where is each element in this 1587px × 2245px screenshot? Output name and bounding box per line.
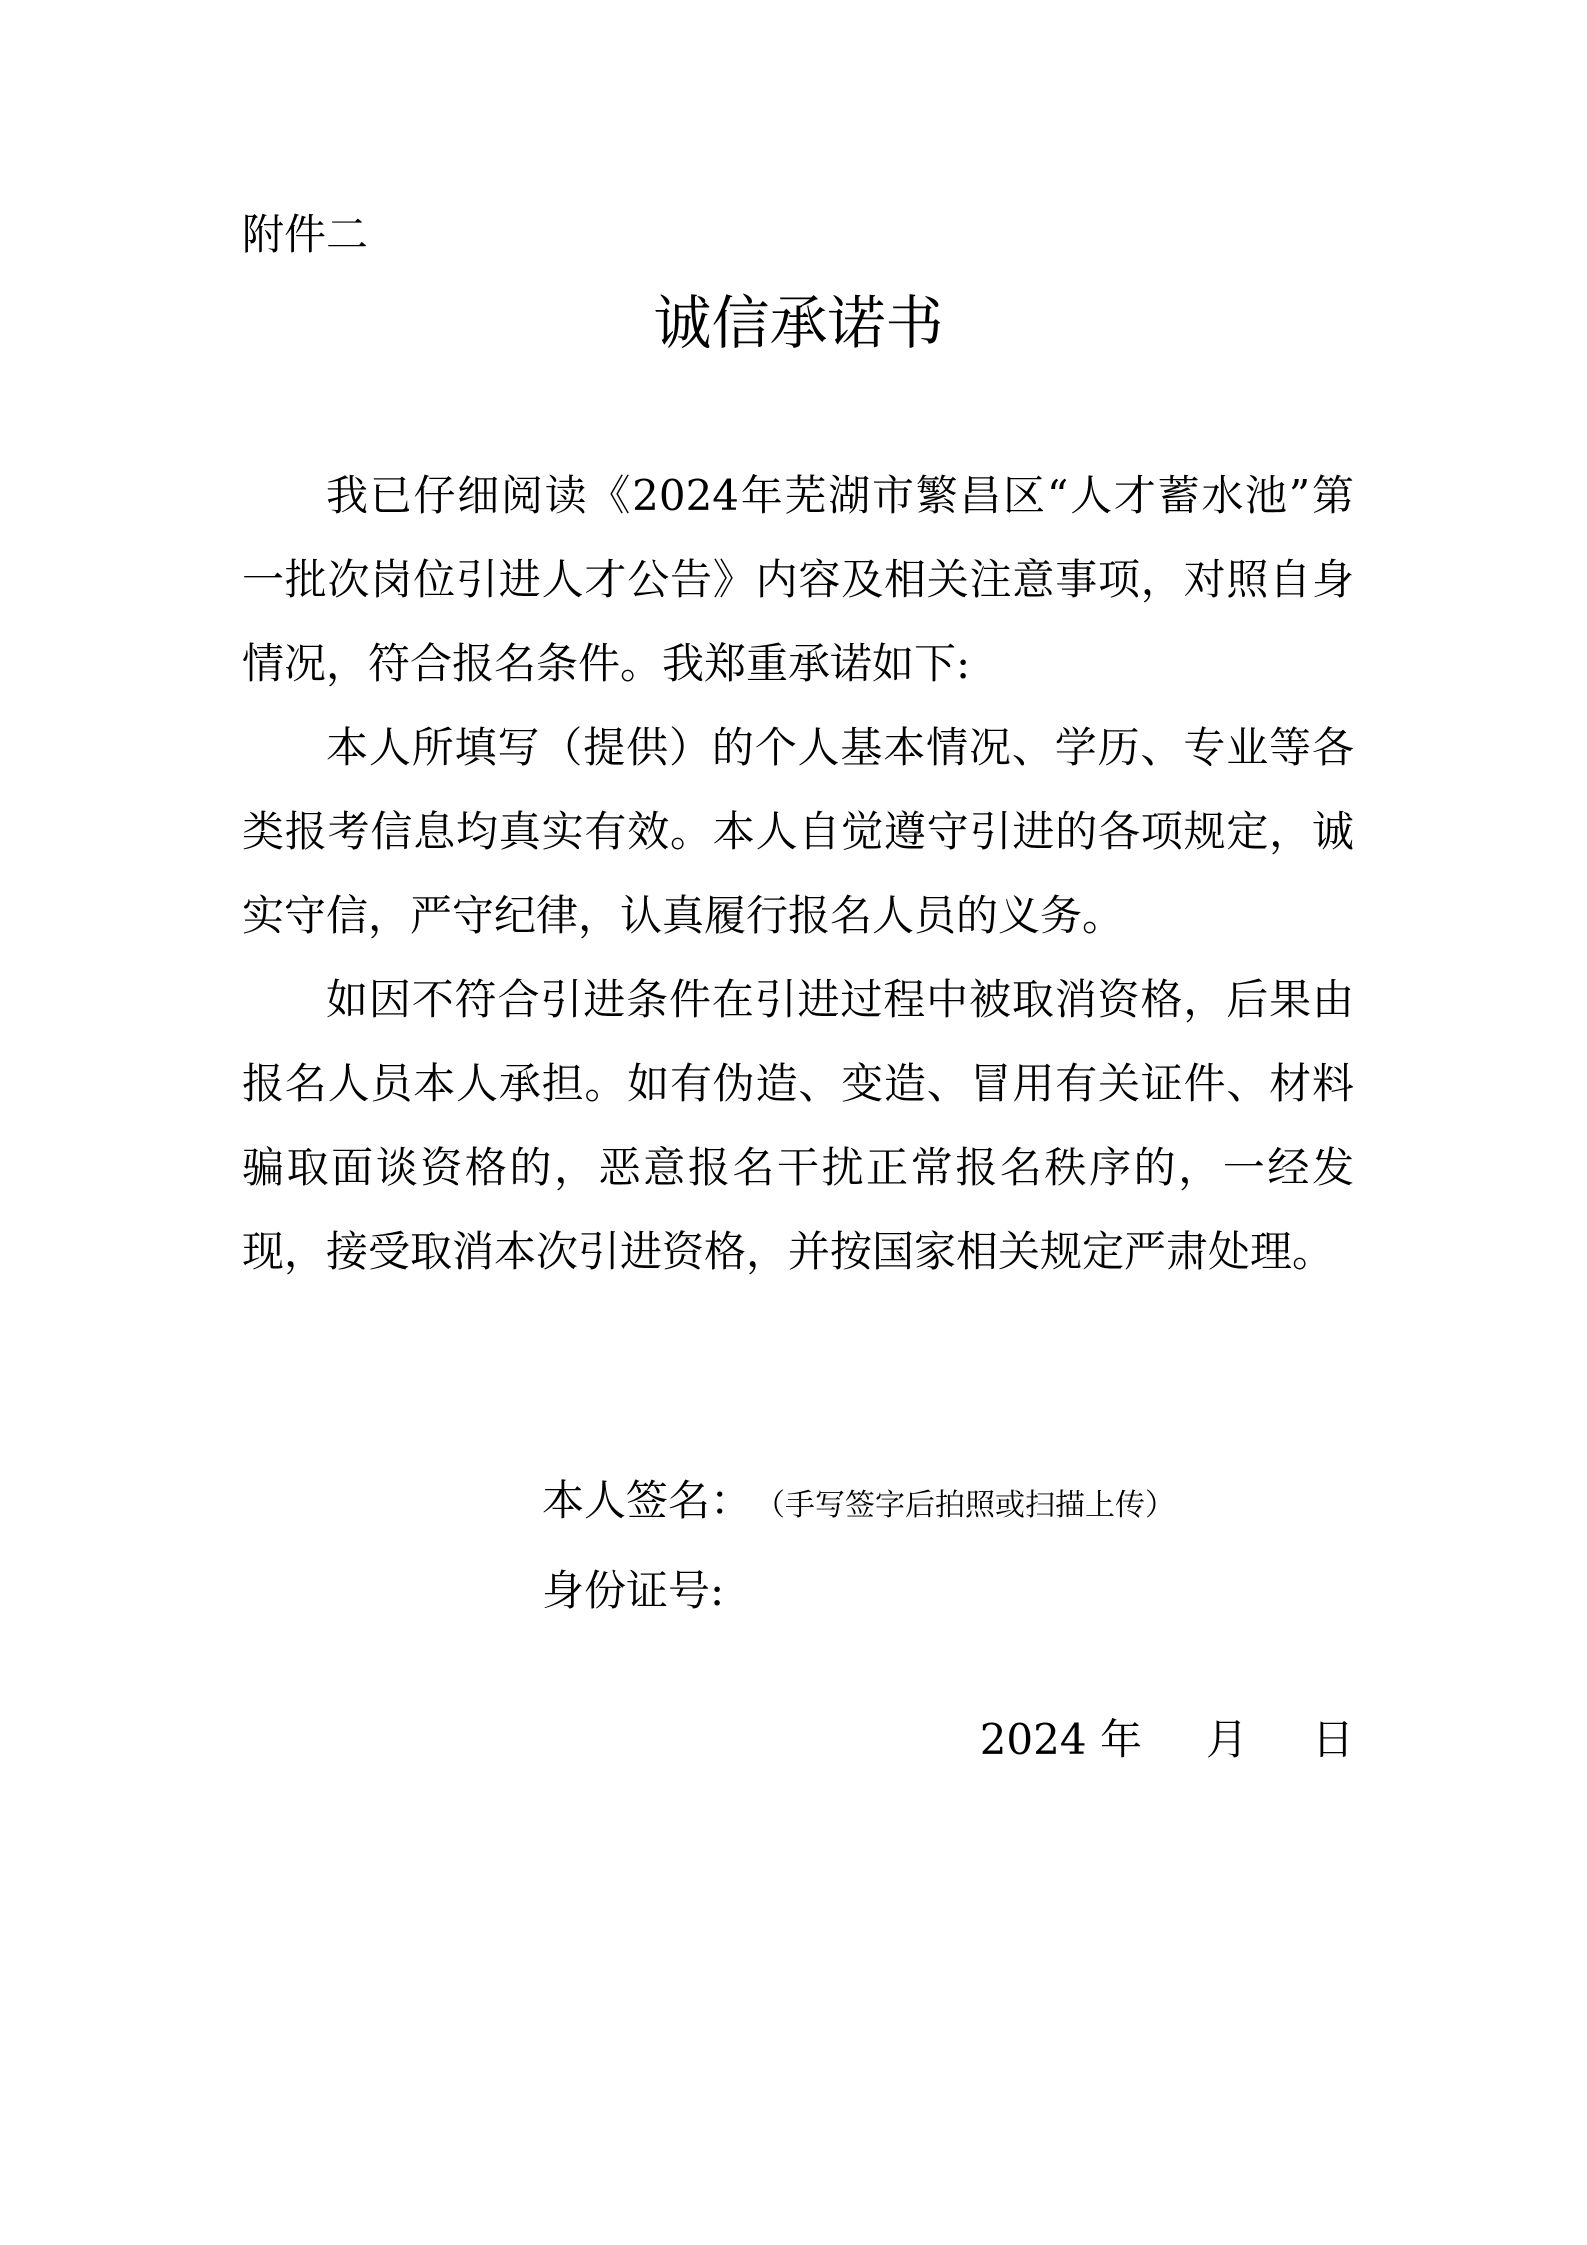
date-line: [980, 1700, 1354, 1780]
paragraph-reading-statement: 我已仔细阅读《2024年芜湖市繁昌区“人才蓄水池”第一批次岗位引进人才公告》内容及相关注意事项，对照自身情况，符合报名条件。我郑重承诺如下:: [242, 471, 1354, 688]
attachment-label: 附件二: [242, 210, 369, 259]
paragraph-consequences: 如因不符合引进条件在引进过程中被取消资格，后果由报名人员本人承担。如有伪造、变造、冒用有关证件、材料骗取面谈资格的，恶意报名干扰正常报名秩序的，一经发现，接受取消本次引进资格，并按国家相关规定严肃处理。: [242, 975, 1354, 1276]
date-year: 2024: [979, 1715, 1087, 1764]
date-year-unit: 年: [1099, 1715, 1142, 1764]
signature-block: [542, 1456, 1175, 1636]
document-title: 诚信承诺书: [653, 289, 944, 357]
commitment-body: [242, 454, 1354, 1294]
signature-row: [542, 1456, 1175, 1546]
signature-label: 本人签名：: [542, 1476, 753, 1525]
id-number-label: 身份证号:: [542, 1566, 725, 1615]
date-day-unit: 日: [1311, 1715, 1354, 1764]
date-month-unit: 月: [1205, 1715, 1248, 1764]
signature-note: （手写签字后拍照或扫描上传）: [770, 1488, 1176, 1523]
id-number-row: [542, 1546, 1175, 1636]
paragraph-information-truth: 本人所填写（提供）的个人基本情况、学历、专业等各类报考信息均真实有效。本人自觉遵守引进的各项规定，诚实守信，严守纪律，认真履行报名人员的义务。: [242, 723, 1354, 940]
